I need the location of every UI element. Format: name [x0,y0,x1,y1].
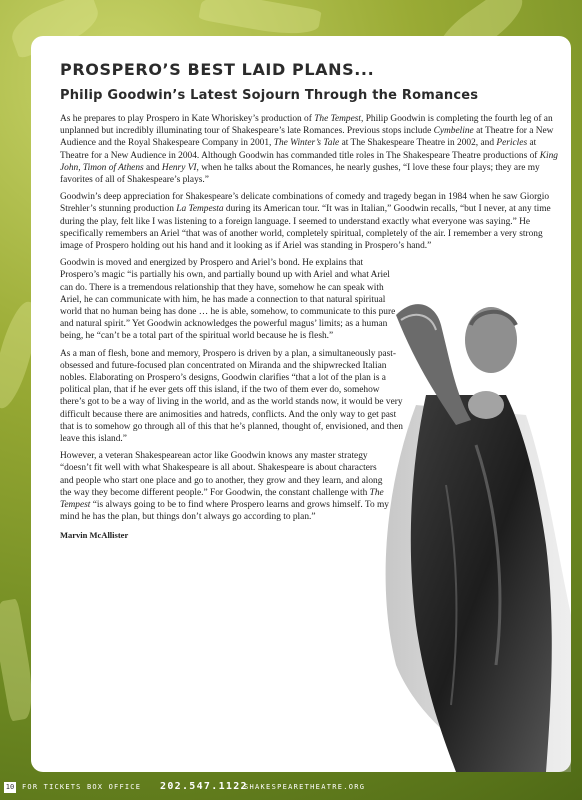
article-title: PROSPERO’S BEST LAID PLANS... [60,60,375,79]
paragraph-1: As he prepares to play Prospero in Kate Whoriskey’s production of The Tempest, Philip Goodwin is completing the fourth leg of an unplanned but incredibly illuminating tour of Shakespeare’s late Romances. Previous stops include Cymbeline at Theatre for a New Audience and the Royal Shakespeare Company in 2001, The Winter’s Tale at The Shakespeare Theatre in 2002, and Pericles at Theatre for a New Audience in 2004. Although Goodwin has commanded title roles in The Shakespeare Theatre productions of King John, Timon of Athens and Henry VI, when he talks about the Romances, he nearly gushes, “I love these four plays; they are my favorites of all of Shakespeare’s plays.” [60,114,558,186]
byline: Marvin McAllister [60,529,129,540]
page-footer [0,774,582,800]
article-subtitle: Philip Goodwin’s Latest Sojourn Through the Romances [60,88,479,103]
paragraph-4: As a man of flesh, bone and memory, Prospero is driven by a plan, a simultaneously past-obsessed and future-focused plan concentrated on Miranda and the shipwrecked Italian nobles. Elaborating on Prospero’s designs, Goodwin clarifies “that a lot of the plan is a political plan, that if he ever gets off this island, if the two of them ever do, somehow there’s got to be a way of living in the world, and as the world stands now, it would be very difficult because there are animosities and hatreds, conflicts. And the only way to get past that is to somehow go through all of this that he’s planned, thought of, envisioned, and then leave this island.” [60,348,403,445]
paragraph-3: Goodwin is moved and energized by Prospero and Ariel’s bond. He explains that Prospero’s magic “is partially his own, and partially bound up with Ariel and what Ariel can do. There is a tremendous relationship that they have, somehow he can speak with Ariel, he can communicate with him, he has made a connection to that natural spiritual world that no human being has done … he is able, somehow, to communicate to this pure and natural spirit.” Yet Goodwin acknowledges the powerful magus’ limits; as a human being, he “can’t be a total part of the spiritual world because he is flesh.” [60,258,396,342]
box-office-phone: 202.547.1122 [160,781,248,792]
footer-tickets-label: FOR TICKETS BOX OFFICE [22,783,142,791]
prospero-photo [356,285,571,772]
website-link[interactable]: SHAKESPEARETHEATRE.ORG [244,783,366,791]
page-number: 10 [5,783,15,791]
paragraph-5: However, a veteran Shakespearean actor like Goodwin knows any master strategy “doesn’t fit well with what Shakespeare is all about. Shakespeare is about characters and people who start one place and go to another, they grow and they learn, and along the way they become different people.” For Goodwin, the constant challenge with The Tempest “is always going to be to find where Prospero learns and grows himself. To my mind he has the plan, but things don’t always go according to plan.” [60,451,389,523]
paragraph-2: Goodwin’s deep appreciation for Shakespeare’s delicate combinations of comedy and tragedy began in 1984 when he saw Giorgio Strehler’s stunning production La Tempesta during its American tour. “It was in Italian,” Goodwin recalls, “but I never, at any time during the play, felt like I was listening to a foreign language. I seemed to understand exactly what everyone was saying.” He specifically remembers an Ariel “that was of another world, completely spiritual, completely of the air. I remember a very strong image of Prospero holding out his hand and it looking as if Ariel was standing in Prospero’s hand.” [60,192,551,252]
